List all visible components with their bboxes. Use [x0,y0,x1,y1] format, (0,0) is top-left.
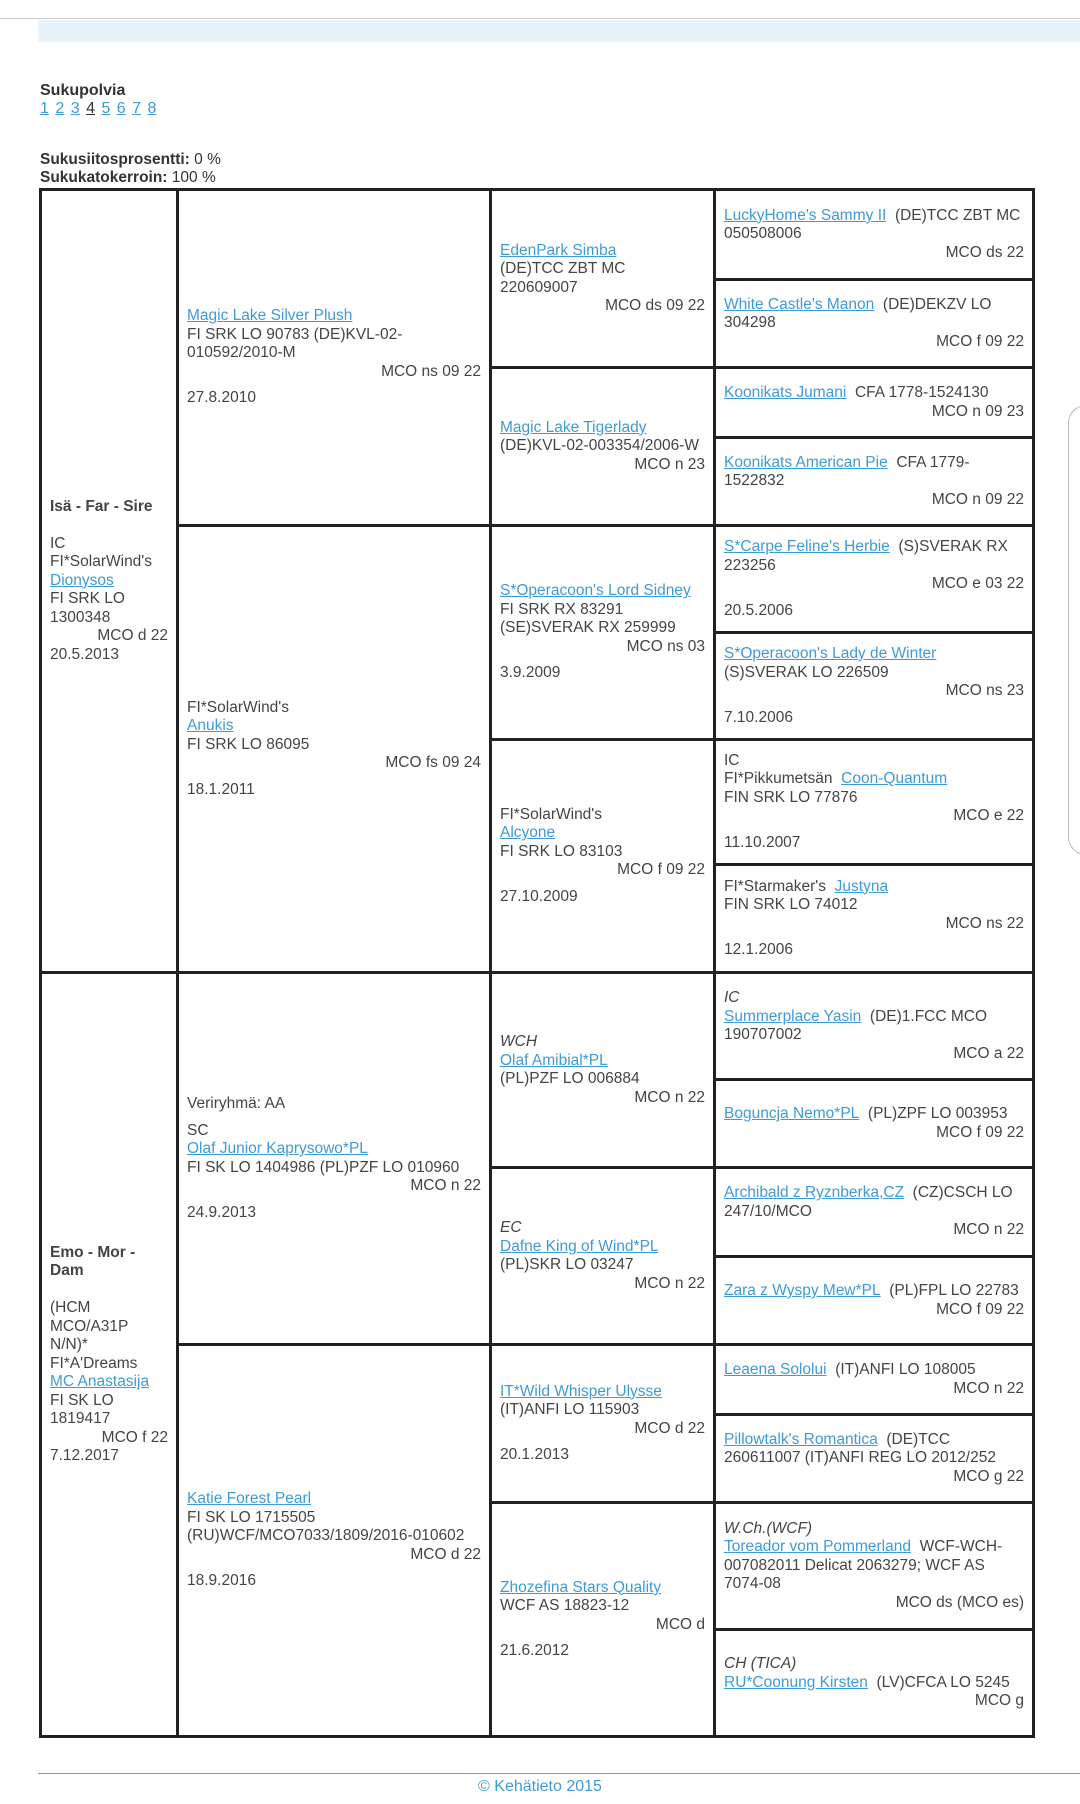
ancestor-prefix: FI*Pikkumetsän [724,770,833,788]
ancestor-dob: 18.9.2016 [187,1572,256,1590]
ancestor-cell-gen3 [491,740,715,973]
dam-prefix: FI*A'Dreams [50,1354,138,1372]
ancestor-name-link[interactable]: Olaf Amibial*PL [500,1051,608,1069]
ancestor-cell-gen3 [491,1168,715,1345]
ancestor-cell-gen4 [715,633,1034,740]
ancestor-ems: MCO e 22 [953,807,1024,825]
ancestor-reg: (CZ)CSCH LO 247/10/MCO [724,1184,1013,1220]
ancestor-ems: MCO f 09 22 [617,861,705,879]
sire-name-link[interactable]: Dionysos [50,571,114,589]
generation-link-7[interactable]: 7 [132,100,142,117]
ancestor-cell-gen4 [715,1415,1034,1503]
ancestor-name-link[interactable]: Toreador vom Pommerland [724,1538,911,1556]
generation-link-6[interactable]: 6 [116,100,126,117]
ancestor-cell-gen4 [715,190,1034,280]
ancestor-ems: MCO n 23 [634,455,705,473]
ancestor-dob: 27.10.2009 [500,887,578,905]
ancestor-name-link[interactable]: Dafne King of Wind*PL [500,1237,659,1255]
generations-selector [40,82,158,118]
ancestor-ems: MCO ds (MCO es) [895,1593,1024,1611]
generation-link-2[interactable]: 2 [55,100,65,117]
ancestor-name-link[interactable]: Olaf Junior Kaprysowo*PL [187,1140,368,1157]
ancestor-ems: MCO d [655,1615,705,1633]
ancestor-ems: MCO n 22 [634,1274,705,1292]
pedigree-table [39,188,1035,1738]
ancestor-ems: MCO ns 09 22 [381,362,481,380]
ancestor-name-link[interactable]: Justyna [834,877,889,895]
ancestor-ems: MCO ns 22 [945,914,1024,932]
ancestor-dob: 7.10.2006 [724,708,793,726]
ancestor-ems: MCO f 09 22 [936,1300,1024,1318]
ancestor-reg: (LV)CFCA LO 5245 [876,1673,1010,1691]
ancestor-name-link[interactable]: Boguncja Nemo*PL [724,1105,860,1122]
ancestor-name-link[interactable]: Zhozefina Stars Quality [500,1578,662,1596]
ancestor-reg: FIN SRK LO 74012 [724,896,858,913]
ancestor-cell-gen2 [178,1345,491,1737]
ancestor-name-link[interactable]: S*Operacoon's Lord Sidney [500,582,691,600]
side-scroll-handle[interactable] [1068,405,1080,855]
ancestor-name-link[interactable]: Summerplace Yasin [724,1007,862,1025]
generation-link-8[interactable]: 8 [147,100,157,117]
ancestor-reg: WCF AS 18823-12 [500,1597,630,1614]
generation-link-5[interactable]: 5 [101,100,111,117]
ancestor-ems: MCO g [974,1692,1024,1710]
generations-label: Sukupolvia [40,82,126,99]
ancestor-cell-gen3 [491,368,715,526]
ancestor-ems: MCO g 22 [953,1467,1024,1485]
ancestor-name-link[interactable]: Leaena Sololui [724,1361,827,1378]
ancestor-ems: MCO f 09 22 [936,1123,1024,1141]
ancestor-ems: MCO d 22 [634,1419,705,1437]
ancestor-prefix: FI*SolarWind's [500,805,603,823]
ancestor-cell-gen4 [715,1630,1034,1737]
sire-cell [41,190,178,973]
ancestor-cell-gen4 [715,1168,1034,1257]
ancestor-name-link[interactable]: Koonikats American Pie [724,453,888,471]
ancestor-title: IC [724,751,740,769]
ancestor-name-link[interactable]: Anukis [187,717,234,735]
dam-name-link[interactable]: MC Anastasija [50,1373,150,1390]
ancestor-reg: (DE)DEKZV LO 304298 [724,295,992,332]
sire-ems: MCO d 22 [97,627,168,645]
ancestor-ems: MCO ds 09 22 [605,297,705,314]
ancestor-title: IC [724,989,740,1006]
ancestor-reg: CFA 1778-1524130 [854,384,989,401]
ancestor-reg: CFA 1779-1522832 [724,453,970,490]
ancestor-loss-label: Sukukatokerroin: [40,169,168,186]
ancestor-dob: 27.8.2010 [187,389,256,407]
ancestor-name-link[interactable]: Magic Lake Silver Plush [187,307,353,325]
ancestor-reg: (DE)TCC ZBT MC 050508006 [724,206,1021,243]
ancestor-name-link[interactable]: White Castle's Manon [724,295,875,313]
generation-links [40,100,158,117]
ancestor-prefix: FI*SolarWind's [187,698,290,716]
ancestor-reg: (S)SVERAK RX 223256 [724,538,1008,574]
ancestor-reg: FI SK LO 1715505 (RU)WCF/MCO7033/1809/2016-010602 [187,1508,465,1545]
ancestor-cell-gen4 [715,280,1034,368]
ancestor-reg: (PL)ZPF LO 003953 [867,1105,1008,1122]
ancestor-ems: MCO n 09 23 [931,402,1024,420]
ancestor-title: WCH [500,1033,538,1050]
ancestor-name-link[interactable]: Koonikats Jumani [724,384,847,401]
ancestor-dob: 20.1.2013 [500,1446,569,1463]
ancestor-cell-gen2 [178,526,491,973]
dam-cell [41,973,178,1737]
ancestor-name-link[interactable]: Coon-Quantum [841,770,948,788]
ancestor-cell-gen4 [715,526,1034,633]
ancestor-ems: MCO ds 22 [945,243,1024,261]
ancestor-name-link[interactable]: S*Carpe Feline's Herbie [724,538,890,555]
footer-copyright[interactable]: © Kehätieto 2015 [478,1778,602,1795]
dam-dob: 7.12.2017 [50,1447,119,1464]
sire-title: IC [50,534,66,552]
generation-link-3[interactable]: 3 [70,100,80,117]
ancestor-cell-gen3 [491,190,715,368]
ancestor-dob: 21.6.2012 [500,1642,569,1659]
ancestor-cell-gen3 [491,973,715,1168]
ancestor-reg: (PL)SKR LO 03247 [500,1256,634,1273]
ancestor-ems: MCO a 22 [953,1044,1024,1062]
ancestor-cell-gen4 [715,973,1034,1080]
ancestor-cell-gen4 [715,1345,1034,1415]
ancestor-name-link[interactable]: Pillowtalk's Romantica [724,1430,878,1448]
ancestor-cell-gen4 [715,740,1034,865]
ancestor-loss-value: 100 % [171,169,216,186]
ancestor-cell-gen2 [178,190,491,526]
ancestor-reg: (DE)1.FCC MCO 190707002 [724,1007,988,1043]
ancestor-reg: FI SRK LO 90783 (DE)KVL-02-010592/2010-M [187,325,403,362]
ancestor-name-link[interactable]: LuckyHome's Sammy II [724,206,887,224]
ancestor-ems: MCO n 09 22 [931,490,1024,508]
dam-ems: MCO f 22 [101,1428,168,1446]
ancestor-ems: MCO n 22 [953,1379,1024,1397]
ancestor-cell-gen4 [715,865,1034,973]
pedigree-stats [40,151,221,187]
ancestor-name-link[interactable]: Alcyone [500,824,556,842]
ancestor-cell-gen4 [715,1080,1034,1168]
ancestor-reg: FI SRK LO 83103 [500,842,623,860]
ancestor-reg: (DE)TCC ZBT MC 220609007 [500,260,626,296]
ancestor-reg: FIN SRK LO 77876 [724,788,858,806]
ancestor-reg: (DE)KVL-02-003354/2006-W [500,437,700,455]
dam-reg: FI SK LO 1819417 [50,1391,114,1427]
ancestor-ems: MCO ns 23 [945,682,1024,699]
ancestor-name-link[interactable]: RU*Coonung Kirsten [724,1673,868,1691]
ancestor-reg: (DE)TCC 260611007 (IT)ANFI REG LO 2012/252 [724,1430,996,1467]
inbreeding-value: 0 % [194,151,221,168]
ancestor-name-link[interactable]: IT*Wild Whisper Ulysse [500,1382,662,1400]
ancestor-reg: FI SRK LO 86095 [187,735,310,753]
ancestor-ems: MCO n 22 [953,1221,1024,1239]
top-bar [0,0,1080,19]
footer-divider [38,1773,1080,1774]
ancestor-name-link[interactable]: Magic Lake Tigerlady [500,418,647,436]
ancestor-reg: (S)SVERAK LO 226509 [724,663,889,681]
ancestor-cell-gen4 [715,1503,1034,1630]
ancestor-dob: 24.9.2013 [187,1203,256,1221]
header-banner [38,20,1080,42]
ancestor-cell-gen3 [491,1345,715,1503]
ancestor-prefix: FI*Starmaker's [724,877,827,895]
ancestor-name-link[interactable]: Zara z Wyspy Mew*PL [724,1282,881,1299]
ancestor-name-link[interactable]: S*Operacoon's Lady de Winter [724,645,937,662]
ancestor-cell-gen4 [715,1257,1034,1345]
ancestor-reg: (IT)ANFI LO 115903 [500,1401,640,1418]
ancestor-ems: MCO n 22 [634,1088,705,1106]
sire-dob: 20.5.2013 [50,645,119,663]
ancestor-ems: MCO fs 09 24 [385,754,481,772]
ancestor-cell-gen3 [491,1503,715,1737]
ancestor-dob: 11.10.2007 [724,833,801,851]
ancestor-ems: MCO f 09 22 [936,332,1024,350]
ancestor-title: CH (TICA) [724,1655,797,1673]
ancestor-dob: 18.1.2011 [187,780,255,798]
ancestor-reg: (IT)ANFI LO 108005 [835,1361,976,1378]
ancestor-dob: 3.9.2009 [500,664,561,682]
sire-heading: Isä - Far - Sire [50,497,153,515]
sire-reg: FI SRK LO 1300348 [50,590,125,626]
ancestor-title: EC [500,1219,522,1236]
ancestor-ems: MCO e 03 22 [931,575,1024,592]
ancestor-title: SC [187,1121,209,1139]
ancestor-reg: (PL)FPL LO 22783 [889,1282,1019,1299]
generation-link-1[interactable]: 1 [40,100,49,117]
ancestor-cell-gen4 [715,438,1034,526]
ancestor-name-link[interactable]: EdenPark Simba [500,241,617,259]
ancestor-reg: FI SK LO 1404986 (PL)PZF LO 010960 [187,1158,460,1176]
ancestor-ems: MCO ns 03 [626,637,705,655]
ancestor-ems: MCO n 22 [410,1177,481,1194]
ancestor-name-link[interactable]: Archibald z Ryznberka,CZ [724,1184,905,1202]
ancestor-blood-group: Veriryhmä: AA [187,1095,286,1112]
dam-heading: Emo - Mor - Dam [50,1243,136,1279]
ancestor-reg: (PL)PZF LO 006884 [500,1070,640,1087]
dam-note: (HCM MCO/A31P N/N)* [50,1299,129,1353]
ancestor-cell-gen2 [178,973,491,1345]
ancestor-name-link[interactable]: Katie Forest Pearl [187,1490,312,1508]
ancestor-reg: WCF-WCH-007082011 Delicat 2063279; WCF AS 7074-08 [724,1538,1003,1593]
generation-link-4-current[interactable]: 4 [86,100,95,117]
ancestor-ems: MCO d 22 [410,1545,481,1563]
ancestor-dob: 20.5.2006 [724,601,793,619]
inbreeding-label: Sukusiitosprosentti: [40,151,190,168]
ancestor-reg: FI SRK RX 83291 (SE)SVERAK RX 259999 [500,600,676,637]
ancestor-dob: 12.1.2006 [724,941,793,958]
sire-prefix: FI*SolarWind's [50,553,153,571]
ancestor-title: W.Ch.(WCF) [724,1519,813,1537]
ancestor-cell-gen3 [491,526,715,740]
ancestor-cell-gen4 [715,368,1034,438]
